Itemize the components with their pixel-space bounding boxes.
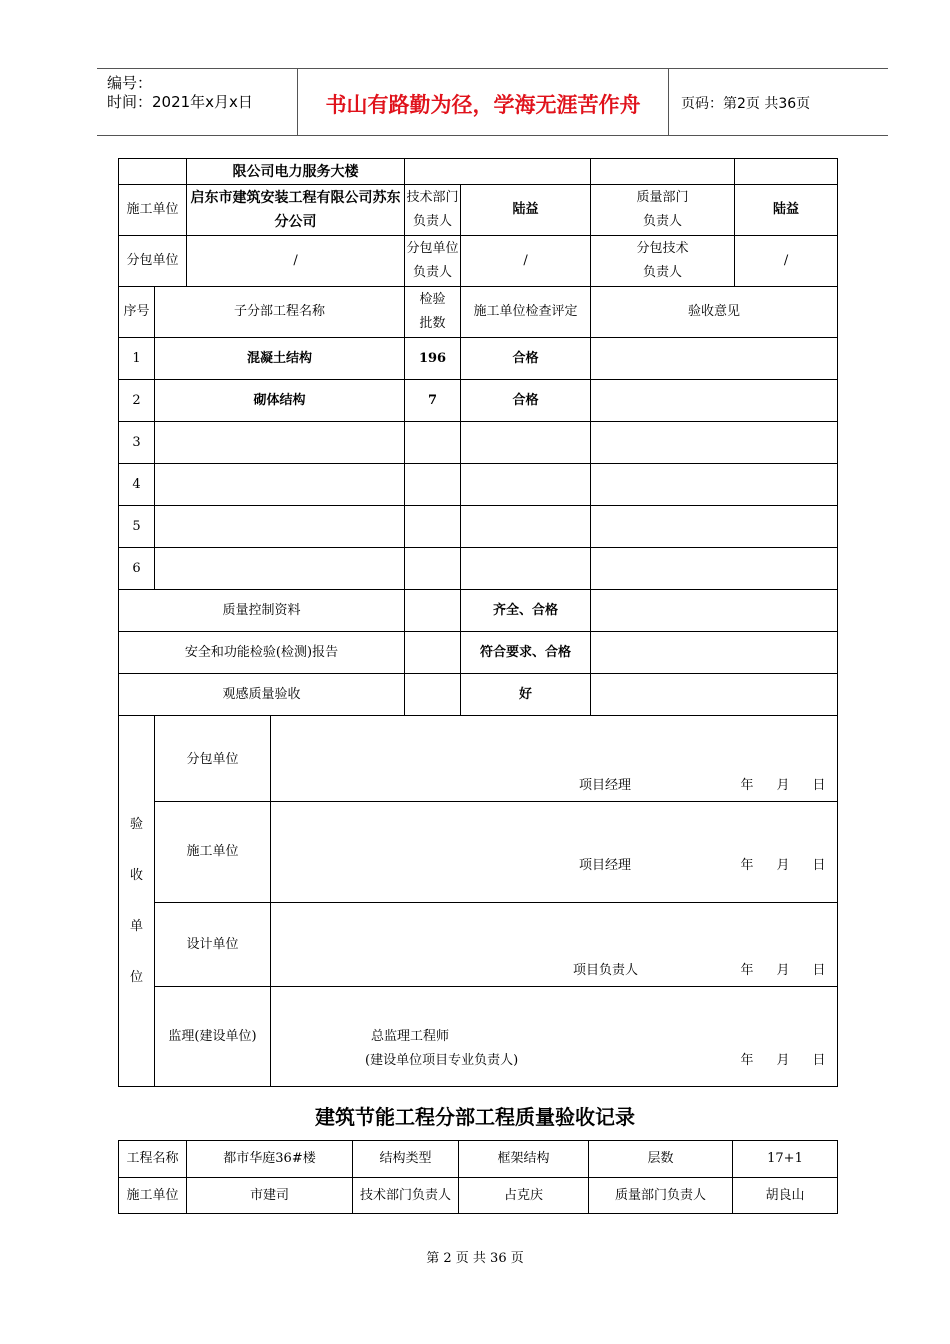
summary-value: 符合要求、合格 (461, 632, 591, 674)
signoff-date (729, 1049, 837, 1073)
project-name-continuation: 限公司电力服务大楼 (187, 159, 405, 185)
date-month: 月 (776, 778, 790, 793)
construction-unit-value: 市建司 (187, 1178, 353, 1214)
row-batch-count (405, 422, 461, 464)
table-row (119, 1141, 838, 1178)
quality-dept-person: 陆益 (735, 185, 838, 236)
construction-unit-label: 施工单位 (119, 1178, 187, 1214)
cell-empty (405, 159, 591, 185)
column-header-batch-line2: 批数 (419, 316, 446, 331)
section-title: 建筑节能工程分部工程质量验收记录 (315, 1105, 635, 1129)
table-row (119, 159, 838, 185)
row-check-result: 合格 (461, 338, 591, 380)
tech-dept-label (405, 185, 461, 236)
quality-dept-label (591, 185, 735, 236)
subcontract-tech-label-line1: 分包技术 (636, 241, 689, 256)
signoff-role: 项目经理 (579, 778, 632, 793)
signoff-area (271, 987, 838, 1087)
date-month: 月 (776, 1053, 790, 1068)
summary-label: 观感质量验收 (119, 674, 405, 716)
row-seq: 5 (119, 506, 155, 548)
summary-label: 质量控制资料 (119, 590, 405, 632)
table-row (119, 464, 838, 506)
column-header-row (119, 287, 838, 338)
vertical-char: 单 (129, 918, 143, 934)
row-subdivision-name (155, 506, 405, 548)
energy-saving-info-table (118, 1140, 838, 1214)
date-month: 月 (776, 963, 790, 978)
signoff-unit-label: 施工单位 (155, 802, 271, 903)
date-month: 月 (776, 858, 790, 873)
table-row (119, 185, 838, 236)
cell-empty (405, 632, 461, 674)
row-seq: 3 (119, 422, 155, 464)
summary-row (119, 674, 838, 716)
tech-dept-head-value: 占克庆 (459, 1178, 589, 1214)
signoff-unit-label: 监理(建设单位) (155, 987, 271, 1087)
signoff-date (729, 854, 837, 878)
quality-dept-head-value: 胡良山 (733, 1178, 838, 1214)
header-page-number: 页码：第2页 共36页 (681, 96, 811, 112)
signoff-area (271, 716, 838, 802)
summary-row (119, 632, 838, 674)
subcontract-unit-label: 分包单位 (119, 236, 187, 287)
subcontract-tech-value: / (735, 236, 838, 287)
column-header-check: 施工单位检查评定 (461, 287, 591, 338)
signoff-date (729, 959, 837, 983)
header-meta-cell (97, 69, 298, 135)
row-subdivision-name: 混凝土结构 (155, 338, 405, 380)
row-batch-count: 7 (405, 380, 461, 422)
vertical-char: 位 (129, 969, 143, 985)
summary-value: 齐全、合格 (461, 590, 591, 632)
row-seq: 2 (119, 380, 155, 422)
header-page-cell (669, 69, 888, 135)
column-header-seq: 序号 (119, 287, 155, 338)
floors-label: 层数 (589, 1141, 733, 1178)
header-motto-cell (298, 69, 669, 135)
tech-dept-person: 陆益 (461, 185, 591, 236)
row-check-result (461, 548, 591, 590)
row-batch-count (405, 548, 461, 590)
tech-dept-label-line1: 技术部门 (406, 190, 459, 205)
table-row (119, 548, 838, 590)
row-opinion (591, 506, 838, 548)
quality-dept-label-line2: 负责人 (643, 214, 683, 229)
structure-type-value: 框架结构 (459, 1141, 589, 1178)
row-opinion (591, 548, 838, 590)
summary-opinion (591, 632, 838, 674)
signoff-role: 项目负责人 (573, 963, 639, 978)
project-name-value: 都市华庭36#楼 (187, 1141, 353, 1178)
page-footer: 第 2 页 共 36 页 (426, 1251, 524, 1266)
row-seq: 1 (119, 338, 155, 380)
column-header-opinion: 验收意见 (591, 287, 838, 338)
subcontract-head-label-line2: 负责人 (413, 265, 453, 280)
structure-type-label: 结构类型 (353, 1141, 459, 1178)
date-day: 日 (812, 778, 826, 793)
summary-row (119, 590, 838, 632)
row-seq: 4 (119, 464, 155, 506)
row-opinion (591, 338, 838, 380)
signoff-area (271, 802, 838, 903)
vertical-char: 收 (129, 867, 143, 883)
date-day: 日 (812, 1053, 826, 1068)
signoff-row (119, 802, 838, 903)
signoff-role: 项目经理 (579, 858, 632, 873)
table-row (119, 380, 838, 422)
date-year: 年 (740, 858, 754, 873)
signoff-row (119, 903, 838, 987)
vertical-char: 验 (129, 816, 143, 832)
cell-empty (405, 674, 461, 716)
quality-dept-head-label: 质量部门负责人 (589, 1178, 733, 1214)
table-row (119, 506, 838, 548)
document-number-label: 编号： (107, 74, 153, 92)
date-year: 年 (740, 778, 754, 793)
cell-empty (405, 590, 461, 632)
summary-value: 好 (461, 674, 591, 716)
tech-dept-label-line2: 负责人 (413, 214, 453, 229)
subdivision-acceptance-table (118, 158, 838, 1087)
header-motto: 书山有路勤为径，学海无涯苦作舟 (325, 92, 641, 117)
summary-opinion (591, 590, 838, 632)
row-opinion (591, 380, 838, 422)
row-check-result (461, 464, 591, 506)
row-subdivision-name (155, 464, 405, 506)
row-check-result (461, 506, 591, 548)
subcontract-unit-value: / (187, 236, 405, 287)
row-seq: 6 (119, 548, 155, 590)
document-header (97, 68, 888, 136)
date-day: 日 (812, 858, 826, 873)
row-opinion (591, 464, 838, 506)
table-row (119, 422, 838, 464)
row-check-result (461, 422, 591, 464)
subcontract-head-label-line1: 分包单位 (406, 241, 459, 256)
column-header-batch-line1: 检验 (419, 292, 446, 307)
summary-opinion (591, 674, 838, 716)
signoff-role-secondary: (建设单位项目专业负责人) (365, 1053, 519, 1068)
date-year: 年 (740, 963, 754, 978)
row-batch-count (405, 464, 461, 506)
subcontract-tech-label-line2: 负责人 (643, 265, 683, 280)
row-batch-count: 196 (405, 338, 461, 380)
row-batch-count (405, 506, 461, 548)
cell-empty (735, 159, 838, 185)
table-row (119, 1178, 838, 1214)
row-check-result: 合格 (461, 380, 591, 422)
summary-label: 安全和功能检验(检测)报告 (119, 632, 405, 674)
acceptance-unit-vertical-label (119, 716, 155, 1087)
row-subdivision-name (155, 548, 405, 590)
tech-dept-head-label: 技术部门负责人 (353, 1178, 459, 1214)
signoff-unit-label: 设计单位 (155, 903, 271, 987)
signoff-date (729, 774, 837, 798)
column-header-batch (405, 287, 461, 338)
signoff-row (119, 987, 838, 1087)
subcontract-head-value: / (461, 236, 591, 287)
table-row (119, 338, 838, 380)
row-subdivision-name (155, 422, 405, 464)
signoff-unit-label: 分包单位 (155, 716, 271, 802)
cell-empty (591, 159, 735, 185)
subcontract-tech-label (591, 236, 735, 287)
document-time-label: 时间：2021年x月x日 (107, 93, 253, 111)
subcontract-head-label (405, 236, 461, 287)
cell-empty (119, 159, 187, 185)
date-year: 年 (740, 1053, 754, 1068)
floors-value: 17+1 (733, 1141, 838, 1178)
quality-dept-label-line1: 质量部门 (636, 190, 689, 205)
signoff-row (119, 716, 838, 802)
signoff-area (271, 903, 838, 987)
row-subdivision-name: 砌体结构 (155, 380, 405, 422)
project-name-label: 工程名称 (119, 1141, 187, 1178)
column-header-name: 子分部工程名称 (155, 287, 405, 338)
table-row (119, 236, 838, 287)
construction-unit-label: 施工单位 (119, 185, 187, 236)
signoff-role: 总监理工程师 (371, 1029, 450, 1044)
row-opinion (591, 422, 838, 464)
construction-unit-company: 启东市建筑安装工程有限公司苏东分公司 (187, 185, 405, 236)
date-day: 日 (812, 963, 826, 978)
